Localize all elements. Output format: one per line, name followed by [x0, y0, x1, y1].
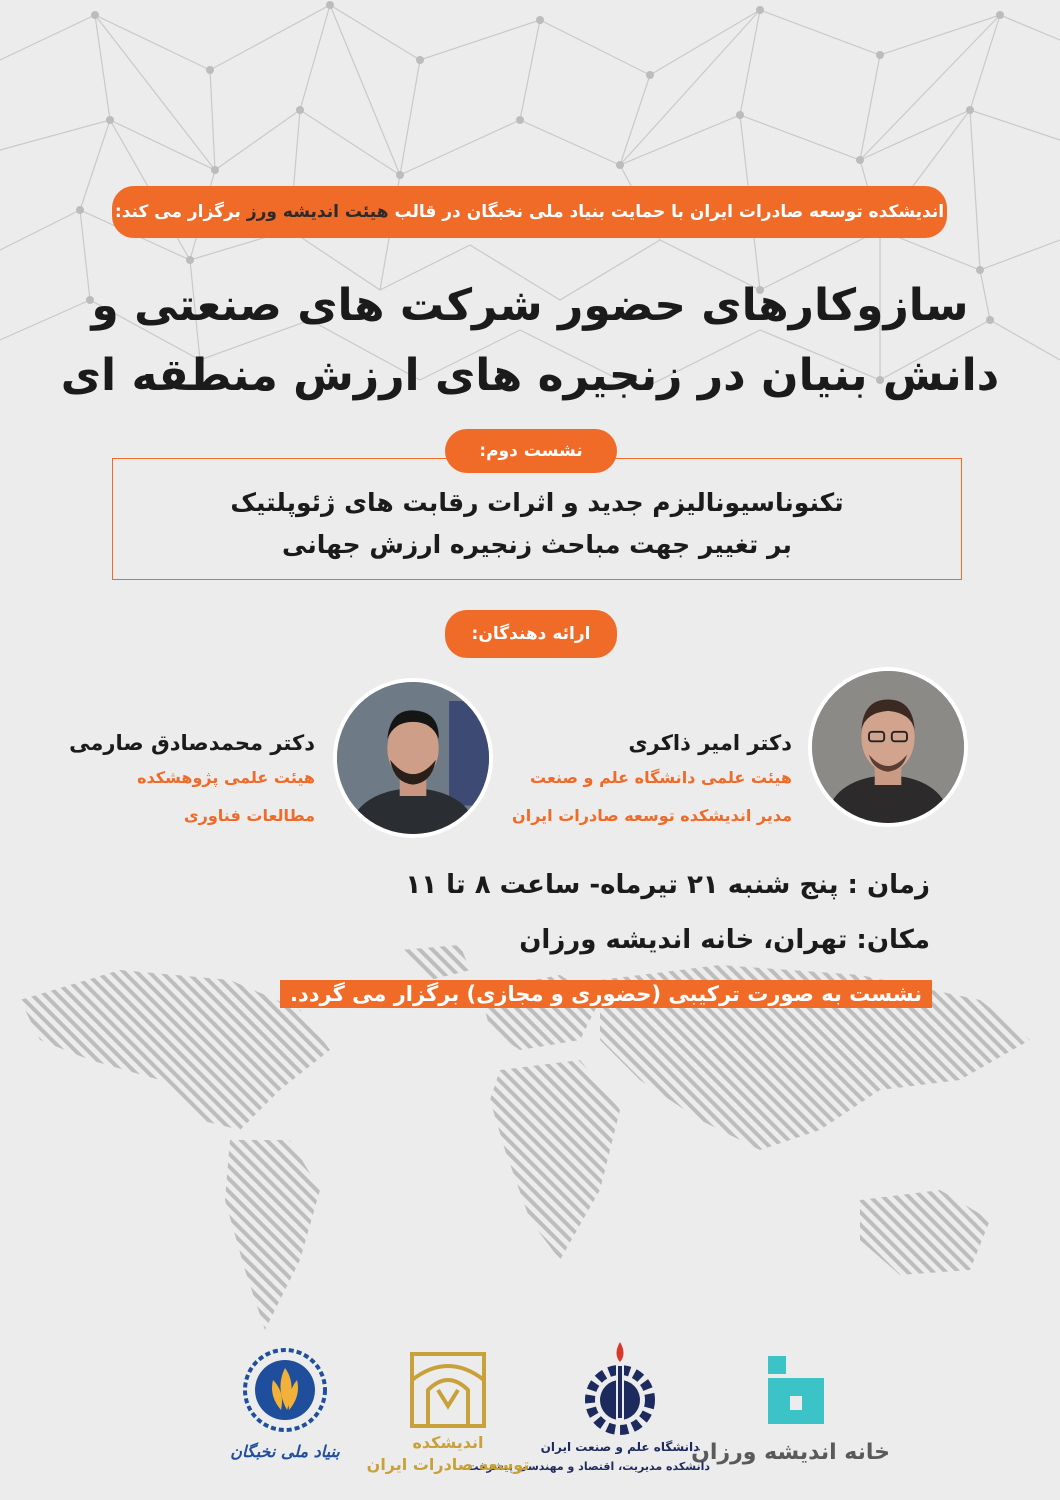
session-label: نشست دوم:	[445, 429, 617, 473]
session-box	[112, 458, 962, 580]
presenter-role2-saremi: مطالعات فناوری	[183, 806, 315, 825]
university-caption-line2: دانشکده مدیریت، اقتصاد و مهندسی پیشرفت	[467, 1460, 710, 1473]
house-of-thinkers-logo-icon	[768, 1356, 824, 1424]
session-title-line2: بر تغییر جهت مباحث زنجیره ارزش جهانی	[282, 530, 792, 559]
elites-foundation-caption: بنیاد ملی نخبگان	[230, 1442, 340, 1461]
university-caption-line1: دانشگاه علم و صنعت ایران	[540, 1440, 700, 1454]
presenters-label: ارائه دهندگان:	[445, 610, 617, 658]
person-icon	[337, 682, 489, 834]
intro-banner	[112, 186, 947, 238]
main-title-line1: سازوکارهای حضور شرکت های صنعتی و	[91, 280, 969, 331]
person-icon	[812, 671, 964, 823]
intro-highlight: هیئت اندیشه ورز	[246, 202, 389, 222]
presenter-role1-saremi: هیئت علمی پژوهشکده	[137, 768, 315, 787]
presenter-name-zakeri: دکتر امیر ذاکری	[628, 731, 792, 755]
intro-text-part1: اندیشکده توسعه صادرات ایران با حمایت بنیاد ملی نخبگان در قالب	[394, 202, 945, 222]
session-title-line1: تکنوناسیونالیزم جدید و اثرات رقابت های ژئوپلتیک	[230, 488, 844, 517]
presenter-role2-zakeri: مدیر اندیشکده توسعه صادرات ایران	[512, 806, 792, 825]
event-format-banner: نشست به صورت ترکیبی (حضوری و مجازی) برگزار می گردد.	[280, 980, 932, 1008]
elites-foundation-logo-icon	[243, 1348, 327, 1432]
presenter-role1-zakeri: هیئت علمی دانشگاه علم و صنعت	[530, 768, 792, 787]
presenter-name-saremi: دکتر محمدصادق صارمی	[69, 731, 315, 755]
institute-arch-logo-icon	[408, 1350, 488, 1430]
intro-text-part2: برگزار می کند:	[114, 202, 241, 222]
event-place: مکان: تهران، خانه اندیشه ورزان	[519, 925, 930, 955]
presenter-photo-saremi	[333, 678, 493, 838]
event-time: زمان : پنج شنبه ۲۱ تیرماه- ساعت ۸ تا ۱۱	[405, 870, 930, 900]
university-gear-logo-icon	[575, 1340, 665, 1440]
institute-caption-line2: توسعه صادرات ایران	[366, 1455, 530, 1474]
main-title-line2: دانش بنیان در زنجیره های ارزش منطقه ای	[60, 350, 1000, 401]
presenter-photo-zakeri	[808, 667, 968, 827]
institute-caption-line1: اندیشکده	[412, 1433, 484, 1452]
house-of-thinkers-caption: خانه اندیشه ورزان	[691, 1440, 890, 1465]
